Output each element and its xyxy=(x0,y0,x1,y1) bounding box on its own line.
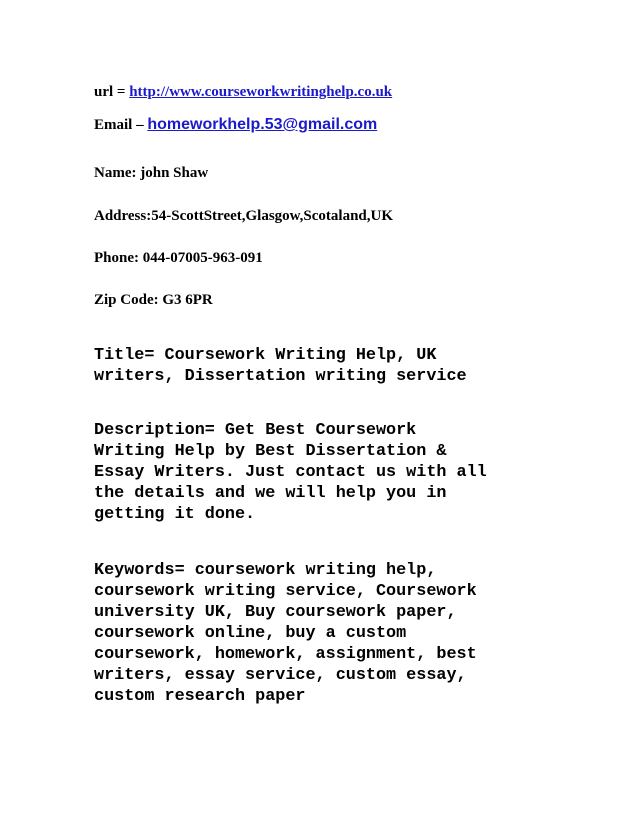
email-link[interactable]: homeworkhelp.53@gmail.com xyxy=(147,116,378,133)
url-line xyxy=(94,83,392,101)
name-line: Name: john Shaw xyxy=(94,165,209,181)
description-paragraph: Description= Get Best Coursework Writing Help by Best Dissertation & Essay Writers. Just contact us with all the details and we will help you in getting it done. xyxy=(94,421,487,524)
url-label: url = xyxy=(94,84,130,100)
email-label: Email – xyxy=(94,117,148,133)
email-line xyxy=(94,116,377,134)
keywords-paragraph: Keywords= coursework writing help, coursework writing service, Coursework university UK, Buy coursework paper, coursework online, buy a custom coursework, homework, assignment, best writers, essay service, custom essay, custom research paper xyxy=(94,561,477,706)
zip-code-line: Zip Code: G3 6PR xyxy=(94,292,213,308)
website-link[interactable]: http://www.courseworkwritinghelp.co.uk xyxy=(129,84,393,100)
phone-line: Phone: 044-07005-963-091 xyxy=(94,250,263,266)
address-line: Address:54-ScottStreet,Glasgow,Scotaland,UK xyxy=(94,208,394,224)
title-paragraph: Title= Coursework Writing Help, UK writers, Dissertation writing service xyxy=(94,346,467,386)
